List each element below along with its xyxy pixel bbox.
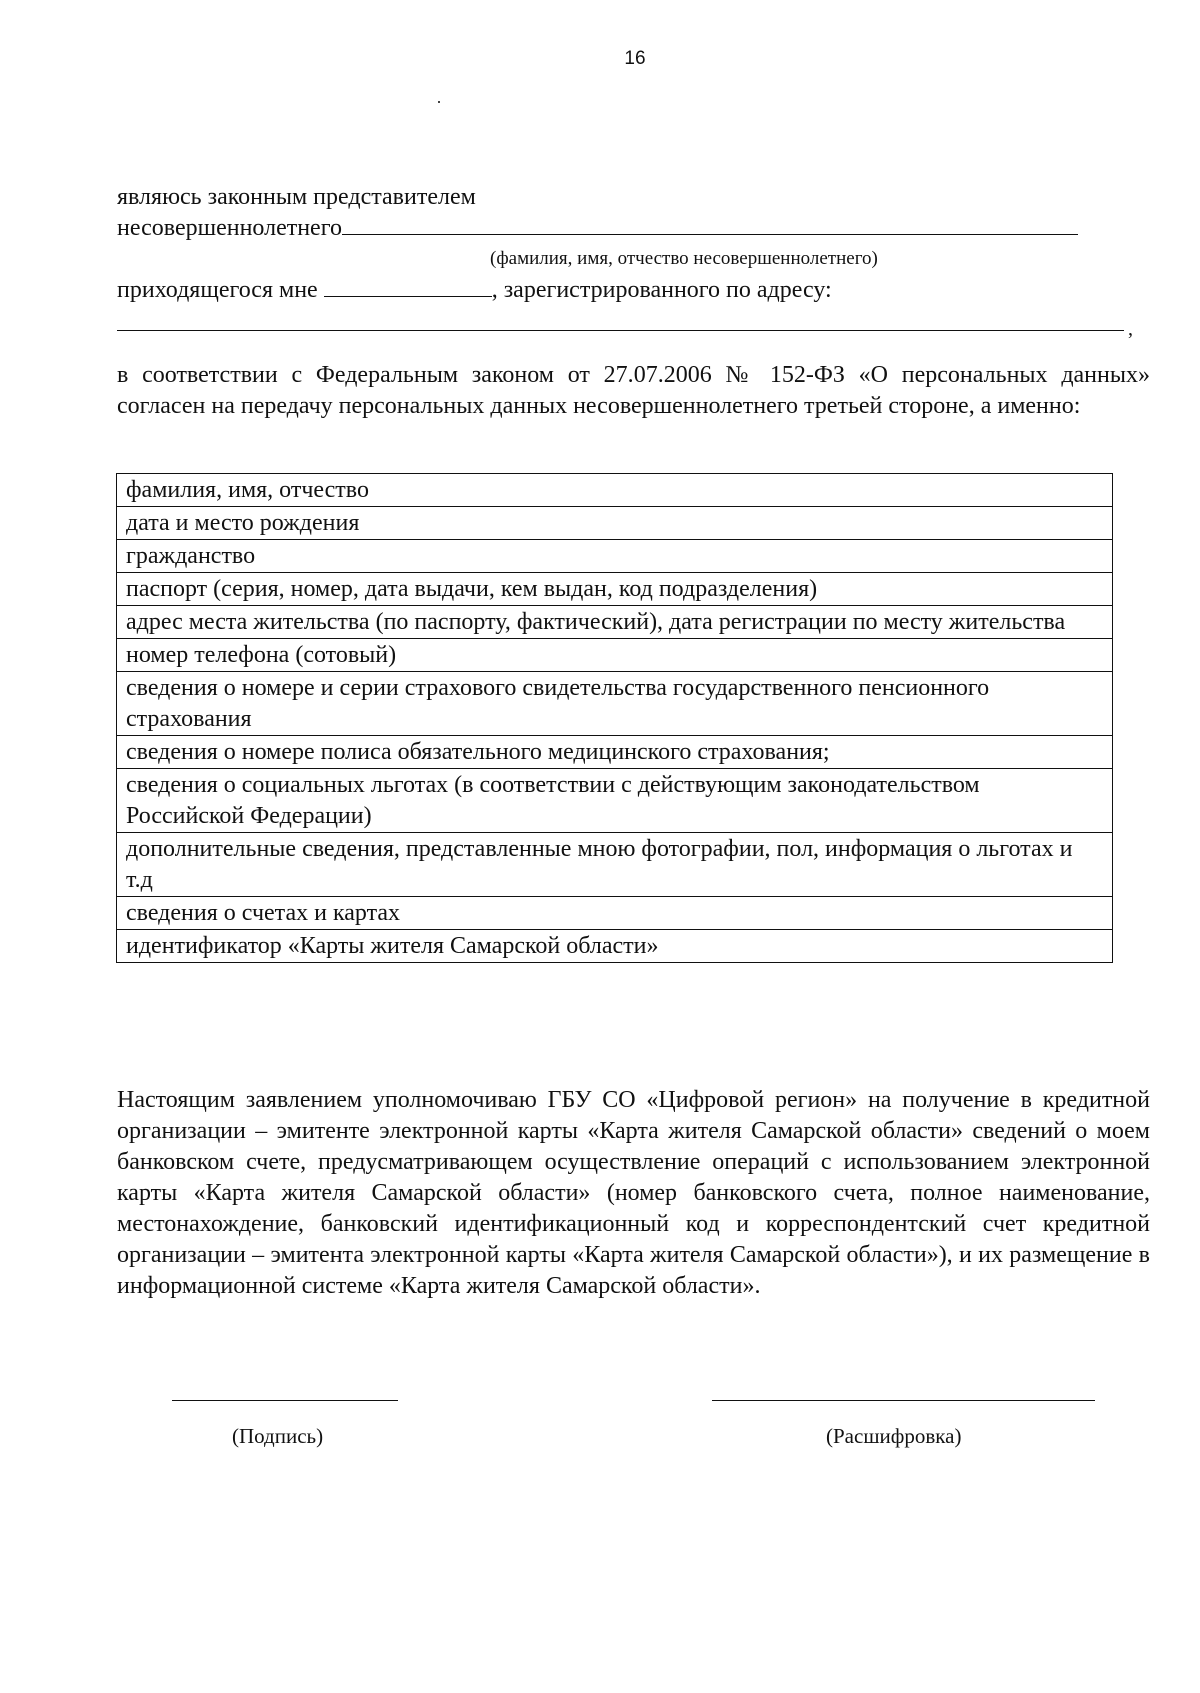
signature-label: (Подпись) <box>232 1424 324 1448</box>
address-end-comma: , <box>1128 318 1133 340</box>
table-cell: сведения о номере полиса обязательного медицинского страхования; <box>117 736 1113 769</box>
table-row <box>117 639 1113 672</box>
table-cell: паспорт (серия, номер, дата выдачи, кем выдан, код подразделения) <box>117 573 1113 606</box>
table-row <box>117 507 1113 540</box>
relation-row <box>117 275 832 305</box>
table-row <box>117 930 1113 963</box>
signature-decoding-field[interactable] <box>712 1398 1095 1401</box>
table-row <box>117 769 1113 833</box>
consent-paragraph: в соответствии с Федеральным законом от 27.07.2006 № 152-ФЗ «О персональных данных» согласен на передачу персональных данных несовершеннолетнего третьей стороне, а именно: <box>117 362 1150 419</box>
table-row <box>117 573 1113 606</box>
table-row <box>117 606 1113 639</box>
table-cell: гражданство <box>117 540 1113 573</box>
table-cell: сведения о счетах и картах <box>117 897 1113 930</box>
table-row <box>117 736 1113 769</box>
table-cell: дополнительные сведения, представленные мною фотографии, пол, информация о льготах и т.д <box>117 833 1113 897</box>
scan-speck <box>438 101 440 103</box>
table-cell: дата и место рождения <box>117 507 1113 540</box>
relation-field[interactable] <box>324 296 492 297</box>
address-field[interactable] <box>117 306 1124 331</box>
signature-decoding-label: (Расшифровка) <box>826 1424 962 1448</box>
table-row <box>117 672 1113 736</box>
table-cell: идентификатор «Карты жителя Самарской области» <box>117 930 1113 963</box>
authorization-paragraph: Настоящим заявлением уполномочиваю ГБУ СО «Цифровой регион» на получение в кредитной организации – эмитенте электронной карты «Карта жителя Самарской области» сведений о моем банковском счете, предусматривающем осуществление операций с использованием электронной карты «Карта жителя Самарской области» (номер банковского счета, полное наименование, местонахождение, банковский идентификационный код и корреспондентский счет кредитной организации – эмитента электронной карты «Карта жителя Самарской области»), и их размещение в информационной системе «Карта жителя Самарской области». <box>117 1087 1150 1299</box>
table-cell: сведения о номере и серии страхового свидетельства государственного пенсионного страхования <box>117 672 1113 736</box>
personal-data-table <box>116 473 1113 963</box>
table-cell: номер телефона (сотовый) <box>117 639 1113 672</box>
relation-label: приходящегося мне <box>117 277 318 303</box>
table-cell: сведения о социальных льготах (в соответствии с действующим законодательством Российской Федерации) <box>117 769 1113 833</box>
minor-name-field[interactable] <box>342 234 1078 235</box>
address-prompt: , зарегистрированного по адресу: <box>491 277 832 303</box>
page-number: 16 <box>624 48 646 69</box>
table-row <box>117 897 1113 930</box>
representative-line: являюсь законным представителем <box>117 184 476 210</box>
table-cell: фамилия, имя, отчество <box>117 474 1113 507</box>
table-row <box>117 833 1113 897</box>
table-row <box>117 540 1113 573</box>
minor-name-row <box>117 213 1078 243</box>
table-row <box>117 474 1113 507</box>
table-cell: адрес места жительства (по паспорту, фактический), дата регистрации по месту жительства <box>117 606 1113 639</box>
signature-field[interactable] <box>172 1398 398 1401</box>
minor-name-hint: (фамилия, имя, отчество несовершеннолетнего) <box>490 248 878 269</box>
minor-label: несовершеннолетнего <box>117 215 342 241</box>
